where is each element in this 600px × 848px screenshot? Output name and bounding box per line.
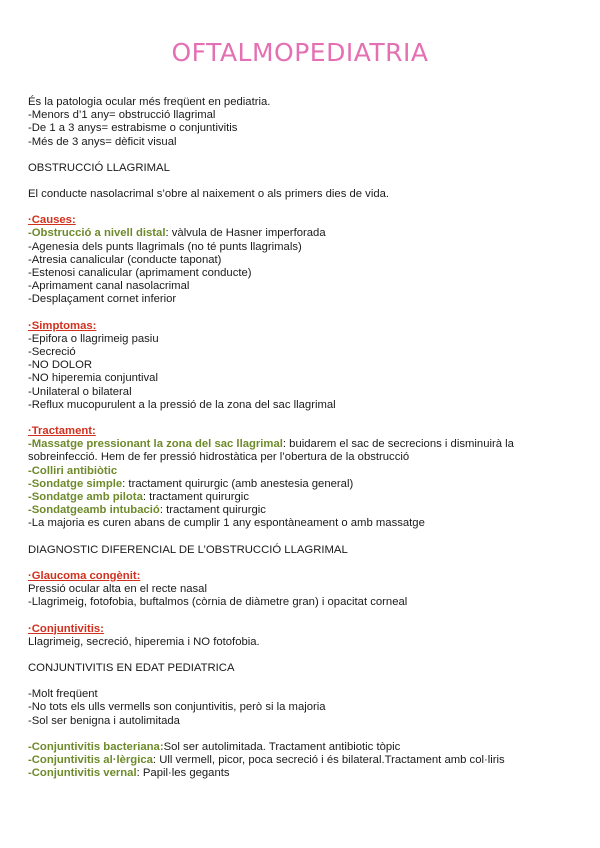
causes-label: ·Causes: bbox=[28, 214, 76, 227]
bacteriana-bold: -Conjuntivitis bacteriana: bbox=[28, 740, 164, 753]
tractament-label: ·Tractament: bbox=[28, 425, 96, 438]
conjuntivitis-label: ·Conjuntivitis: bbox=[28, 622, 104, 635]
glaucoma-line: Pressió ocular alta en el recte nasal bbox=[28, 583, 207, 596]
tractament-massatge bbox=[28, 438, 573, 464]
causes-item: -Estenosi canalicular (aprimament conducte) bbox=[28, 267, 252, 280]
intro-line: És la patologia ocular més freqüent en pediatria. bbox=[28, 96, 271, 108]
bacteriana-text: Sol ser autolimitada. Tractament antibiotic tòpic bbox=[163, 740, 401, 753]
tractament-final: -La majoria es curen abans de cumplir 1 any espontàneament o amb massatge bbox=[28, 517, 425, 530]
sondatge-simple-bold: -Sondatge simple bbox=[28, 477, 123, 490]
conjuntivitis-item: -Sol ser benigna i autolimitada bbox=[28, 714, 180, 727]
tractament-massatge-text: : buidarem el sac de secrecions i disminuirà la sobreinfecció. Hem de fer pressió hidrostàtica per l’obertura de la obstrucció bbox=[28, 438, 514, 464]
vernal-text: : Papil·les gegants bbox=[136, 767, 230, 780]
intro-line: -De 1 a 3 anys= estrabisme o conjuntivitis bbox=[28, 122, 238, 135]
page-title: OFTALMOPEDIATRIA bbox=[171, 38, 429, 67]
causes-item-text: : vàlvula de Hasner imperforada bbox=[165, 227, 326, 240]
section-heading-obstruccio: OBSTRUCCIÓ LLAGRIMAL bbox=[28, 161, 170, 174]
simptomes-item: -NO hiperemia conjuntival bbox=[28, 372, 158, 385]
intro-line: -Menors d’1 any= obstrucció llagrimal bbox=[28, 109, 216, 122]
tractament-sondatge-intubacio bbox=[28, 504, 573, 517]
conjuntivitis-item: -Molt freqüent bbox=[28, 688, 98, 701]
simptomes-item: -Unilateral o bilateral bbox=[28, 385, 132, 398]
causes-item: -Agenesia dels punts llagrimals (no té punts llagrimals) bbox=[28, 240, 302, 253]
allergica-bold: -Conjuntivitis al·lèrgica bbox=[28, 753, 153, 766]
obstruccio-description: El conducte nasolacrimal s’obre al naixement o als primers dies de vida. bbox=[28, 188, 390, 201]
sondatge-simple-text: : tractament quirurgic (amb anestesia general) bbox=[122, 477, 354, 490]
document-body bbox=[28, 96, 573, 780]
conjuntivitis-vernal bbox=[28, 767, 573, 780]
simptomes-item: -NO DOLOR bbox=[28, 359, 93, 372]
simptomes-label: ·Simptomas: bbox=[28, 319, 97, 332]
sondatge-pilota-bold: -Sondatge amb pilota bbox=[28, 491, 143, 504]
tractament-sondatge-pilota bbox=[28, 491, 573, 504]
allergica-text: : Ull vermell, picor, poca secreció i és bilateral.Tractament amb col·liris bbox=[152, 753, 505, 766]
causes-item: -Desplaçament cornet inferior bbox=[28, 293, 177, 306]
simptomes-item: -Secreció bbox=[28, 346, 76, 359]
causes-item: -Aprimament canal nasolacrimal bbox=[28, 280, 190, 293]
causes-item: -Atresia canalicular (conducte taponat) bbox=[28, 253, 222, 266]
sondatge-pilota-text: : tractament quirurgic bbox=[142, 491, 249, 504]
causes-item bbox=[28, 227, 573, 240]
causes-item-bold: -Obstrucció a nivell distal bbox=[28, 227, 166, 240]
glaucoma-label: ·Glaucoma congènit: bbox=[28, 569, 141, 582]
tractament-massatge-bold: -Massatge pressionant la zona del sac llagrimal bbox=[28, 438, 283, 451]
conjuntivitis-bacteriana bbox=[28, 741, 573, 754]
glaucoma-line: -Llagrimeig, fotofobia, buftalmos (còrnia de diàmetre gran) i opacitat corneal bbox=[28, 596, 408, 609]
simptomes-item: -Reflux mucopurulent a la pressió de la zona del sac llagrimal bbox=[28, 398, 336, 411]
tractament-sondatge-simple bbox=[28, 478, 573, 491]
conjuntivitis-allergica bbox=[28, 754, 573, 767]
sondatge-intubacio-bold: -Sondatgeamb intubació bbox=[28, 504, 160, 517]
section-heading-conjuntivitis: CONJUNTIVITIS EN EDAT PEDIATRICA bbox=[28, 661, 235, 674]
section-heading-diagnostic: DIAGNOSTIC DIFERENCIAL DE L’OBSTRUCCIÓ LLAGRIMAL bbox=[28, 543, 348, 556]
sondatge-intubacio-text: : tractament quirurgic bbox=[159, 504, 266, 517]
conjuntivitis-item: -No tots els ulls vermells son conjuntivitis, però si la majoria bbox=[28, 701, 326, 714]
intro-line: -Més de 3 anys= dèficit visual bbox=[28, 135, 177, 148]
vernal-bold: -Conjuntivitis vernal bbox=[28, 767, 137, 780]
simptomes-item: -Epifora o llagrimeig pasiu bbox=[28, 332, 159, 345]
conjuntivitis-line: Llagrimeig, secreció, hiperemia i NO fotofobia. bbox=[28, 635, 260, 648]
tractament-colliri: -Colliri antibiòtic bbox=[28, 464, 118, 477]
